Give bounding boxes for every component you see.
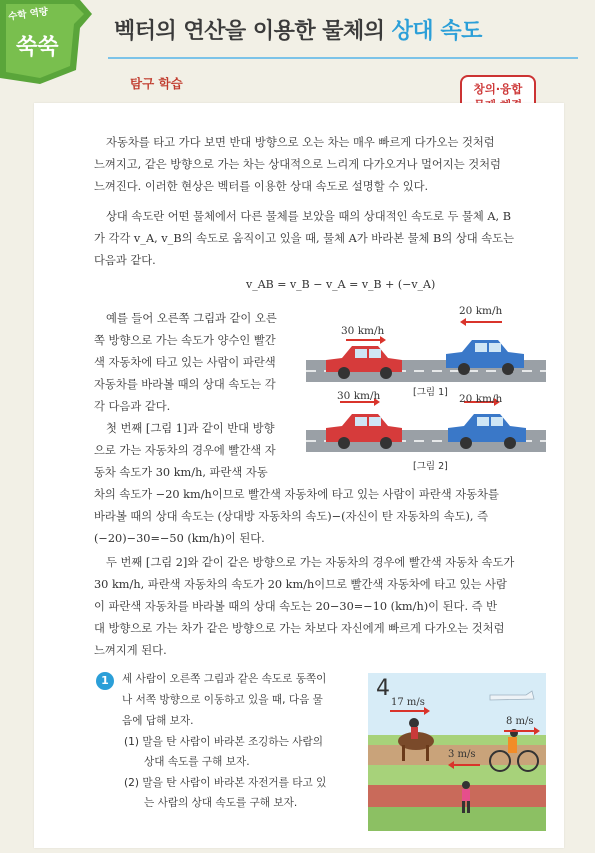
fig2-caption: [그림 2] bbox=[413, 461, 448, 472]
para2-line1: 상대 속도란 어떤 물체에서 다른 물체를 보았을 때의 상대적인 속도로 두 물체 A, B bbox=[106, 210, 512, 223]
para5-line3: 이 파란색 자동차를 바라볼 때의 상대 속도는 20−30=−10 (km/h)이 된다. 즉 반 bbox=[94, 600, 498, 613]
para4-line1: 첫 번째 [그림 1]과 같이 반대 방향 bbox=[106, 422, 275, 435]
para2-line3: 다음과 같다. bbox=[94, 254, 156, 267]
blue-car-arrow-icon bbox=[460, 318, 502, 326]
para5-line2: 30 km/h, 파란색 자동차의 속도가 20 km/h이므로 빨간색 자동차에 타고 있는 사람 bbox=[94, 578, 507, 591]
subquestion2-line2: 는 사람의 상대 속도를 구해 보자. bbox=[144, 797, 298, 809]
para5-line1: 두 번째 [그림 2]와 같이 같은 방향으로 가는 자동차의 경우에 빨간색 자동차 속도가 bbox=[106, 556, 515, 569]
title-highlight: 상대 속도 bbox=[391, 19, 482, 44]
badge-top-text: 수학 역량 bbox=[7, 6, 49, 23]
para2-line2: 가 각각 v_A, v_B의 속도로 움직이고 있을 때, 물체 A가 바라본 물체 B의 상대 속도는 bbox=[94, 232, 514, 245]
svg-text:4: 4 bbox=[376, 676, 390, 701]
subquestion1-line2: 상대 속도를 구해 보자. bbox=[144, 756, 250, 768]
subquestion2-line1: (2) 말을 탄 사람이 바라본 자전거를 타고 있 bbox=[124, 777, 327, 789]
section-label: 탐구 학습 bbox=[130, 76, 183, 91]
red-car-arrow-icon bbox=[346, 336, 386, 344]
question-number-badge: 1 bbox=[96, 672, 114, 690]
title-underline bbox=[108, 57, 578, 59]
para3-line3: 색 자동차에 타고 있는 사람이 파란색 bbox=[94, 356, 276, 369]
fig1-red-speed: 30 km/h bbox=[341, 325, 385, 337]
bike-speed-label: 8 m/s bbox=[506, 716, 534, 727]
question-line3: 음에 답해 보자. bbox=[122, 715, 194, 727]
title-main: 벡터의 연산을 이용한 물체의 bbox=[114, 19, 392, 44]
jogger-speed-label: 3 m/s bbox=[448, 749, 476, 760]
para3-line4: 자동차를 바라볼 때의 상대 속도는 각 bbox=[94, 378, 276, 391]
page-header bbox=[0, 0, 595, 100]
fig2-red-speed: 30 km/h bbox=[337, 390, 381, 402]
fig2-blue-speed: 20 km/h bbox=[459, 393, 503, 405]
para1-line3: 느껴진다. 이러한 현상은 벡터를 이용한 상대 속도로 설명할 수 있다. bbox=[94, 180, 429, 193]
para5-line5: 느껴지게 된다. bbox=[94, 644, 167, 657]
fig1-blue-speed: 20 km/h bbox=[459, 305, 503, 317]
para4-line5: 바라볼 때의 상대 속도는 (상대방 자동차의 속도)−(자신이 탄 자동차의 속도), 즉 bbox=[94, 510, 488, 523]
para3-line1: 예를 들어 오른쪽 그림과 같이 오른 bbox=[106, 312, 277, 325]
para1-line1: 자동차를 타고 가다 보면 반대 방향으로 오는 차는 매우 빠르게 다가오는 것처럼 bbox=[106, 136, 495, 149]
para4-line3: 동차 속도가 30 km/h, 파란색 자동 bbox=[94, 466, 268, 479]
question-line1: 세 사람이 오른쪽 그림과 같은 속도로 동쪽이 bbox=[122, 673, 327, 685]
para3-line5: 각 다음과 같다. bbox=[94, 400, 171, 413]
para4-line2: 으로 가는 자동차의 경우에 빨간색 자 bbox=[94, 444, 276, 457]
para1-line2: 느껴지고, 같은 방향으로 가는 차는 상대적으로 느리게 다가오거나 멀어지는 것처럼 bbox=[94, 158, 501, 171]
para5-line4: 대 방향으로 가는 차가 같은 방향으로 가는 차보다 자신에게 빠르게 다가오는 것처럼 bbox=[94, 622, 505, 635]
question-line2: 나 서쪽 방향으로 이동하고 있을 때, 다음 물 bbox=[122, 694, 323, 706]
page-title bbox=[114, 14, 482, 45]
badge-main-text: 쑥쑥 bbox=[16, 35, 59, 60]
horse-speed-label: 17 m/s bbox=[391, 697, 425, 708]
para3-line2: 쪽 방향으로 가는 속도가 양수인 빨간 bbox=[94, 334, 276, 347]
stamp-line1: 창의·융합 bbox=[473, 82, 523, 96]
para4-line6: (−20)−30=−50 (km/h)이 된다. bbox=[94, 532, 265, 545]
subquestion1-line1: (1) 말을 탄 사람이 바라본 조깅하는 사람의 bbox=[124, 736, 323, 748]
relative-velocity-formula: v_AB = v_B − v_A = v_B + (−v_A) bbox=[246, 278, 436, 291]
para4-line4: 차의 속도가 −20 km/h이므로 빨간색 자동차에 타고 있는 사람이 파란색 자동차를 bbox=[94, 488, 499, 501]
fig1-caption: [그림 1] bbox=[413, 387, 448, 398]
figure1-illustration bbox=[306, 310, 546, 386]
